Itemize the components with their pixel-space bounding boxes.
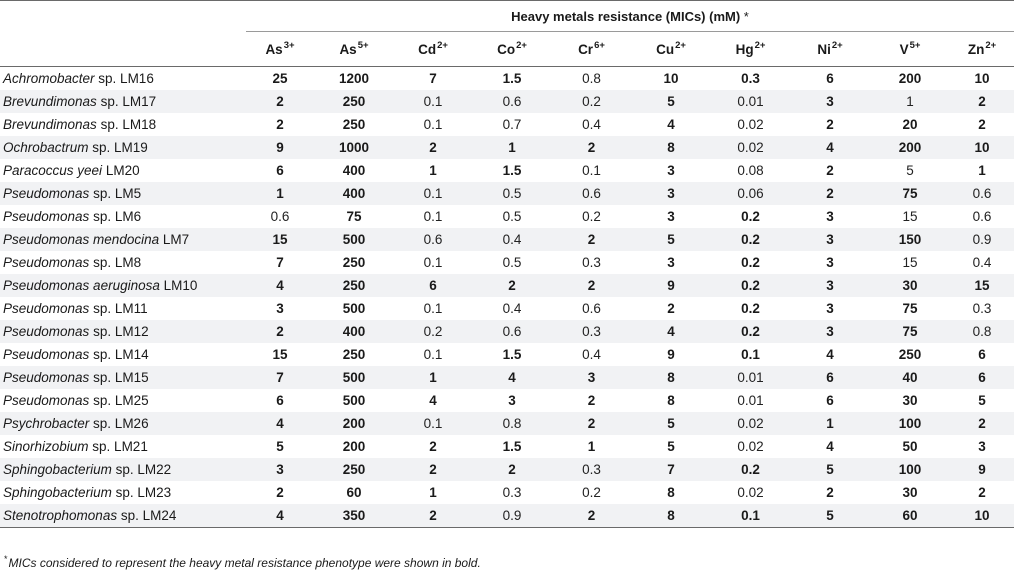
strain-name: Pseudomonas sp. LM14 (3, 347, 149, 362)
mic-value: 4 (246, 504, 314, 528)
mic-value: 9 (667, 347, 675, 362)
mic-value: 1.5 (502, 71, 522, 86)
table-row (0, 320, 1014, 343)
mic-value: 0.2 (741, 255, 760, 270)
mic-value: 0.2 (552, 90, 631, 113)
mic-value: 3 (790, 90, 870, 113)
mic-value: 0.6 (552, 182, 631, 205)
mic-value: 60 (346, 485, 362, 500)
table-row (0, 159, 1014, 182)
mic-value: 0.8 (582, 71, 601, 86)
mic-value: 3 (508, 393, 516, 408)
column-header-cr-6plus: $Cr^{6+}$ (552, 32, 631, 67)
mic-value: 7 (631, 458, 711, 481)
mic-value: 3 (790, 228, 870, 251)
mic-value: 9 (631, 274, 711, 297)
mic-value: 2 (246, 90, 314, 113)
mic-value: 3 (631, 182, 711, 205)
mic-value: 3 (246, 458, 314, 481)
mic-value: 3 (826, 301, 834, 316)
mic-value: 0.9 (950, 228, 1014, 251)
mic-value: 2 (394, 458, 472, 481)
mic-value: 2 (552, 274, 631, 297)
mic-value: 0.4 (582, 347, 601, 362)
strain-name: Pseudomonas sp. LM6 (3, 209, 142, 224)
table-row (0, 67, 1014, 91)
mic-value: 10 (663, 71, 679, 86)
mic-value: 15 (902, 255, 918, 270)
mic-value: 0.6 (270, 209, 290, 224)
mic-value: 3 (667, 209, 675, 224)
mic-value: 4 (429, 393, 437, 408)
mic-value: 30 (902, 485, 918, 500)
mic-value: 0.3 (582, 255, 601, 270)
mic-value: 2 (950, 412, 1014, 435)
mic-value: 0.5 (502, 255, 522, 270)
table-row (0, 412, 1014, 435)
mic-value: 5 (790, 458, 870, 481)
mic-value: 0.2 (711, 274, 790, 297)
mic-value: 9 (246, 136, 314, 159)
table-row (0, 297, 1014, 320)
mic-value: 2 (394, 136, 472, 159)
table-row (0, 366, 1014, 389)
mic-value: 1 (472, 136, 552, 159)
table-row (0, 205, 1014, 228)
mic-value: 0.4 (972, 255, 992, 270)
table-footnote: *MICs considered to represent the heavy metal resistance phenotype were shown in bold. (4, 554, 481, 570)
mic-value: 200 (342, 439, 366, 454)
mic-value: 15 (246, 228, 314, 251)
mic-value: 0.7 (502, 117, 522, 132)
table-row (0, 90, 1014, 113)
mic-value: 0.6 (582, 301, 601, 316)
mic-value: 0.6 (950, 182, 1014, 205)
mic-value: 40 (870, 366, 950, 389)
mic-value: 250 (898, 347, 922, 362)
mic-value: 0.4 (582, 117, 601, 132)
mic-value: 0.02 (711, 136, 790, 159)
mic-value: 250 (342, 255, 366, 270)
table-row (0, 343, 1014, 366)
mic-value: 10 (974, 71, 990, 86)
mic-value: 0.3 (502, 485, 522, 500)
strain-name: Pseudomonas sp. LM15 (0, 366, 246, 389)
mic-value: 0.1 (711, 504, 790, 528)
strain-name: Paracoccus yeei LM20 (3, 163, 140, 178)
strain-name: Psychrobacter sp. LM26 (0, 412, 246, 435)
mic-value: 200 (314, 412, 394, 435)
mic-value: 0.8 (472, 412, 552, 435)
table-row (0, 481, 1014, 504)
mic-value: 0.3 (741, 71, 760, 86)
mic-value: 5 (631, 412, 711, 435)
mic-value: 0.06 (711, 182, 790, 205)
mic-value: 0.4 (472, 228, 552, 251)
mic-value: 0.6 (472, 90, 552, 113)
mic-value: 0.1 (423, 347, 443, 362)
mic-value: 0.1 (423, 301, 443, 316)
mic-value: 3 (978, 439, 986, 454)
table-row (0, 136, 1014, 159)
mic-value: 0.1 (394, 412, 472, 435)
table-row (0, 228, 1014, 251)
mic-value: 150 (870, 228, 950, 251)
strain-name: Pseudomonas sp. LM25 (3, 393, 149, 408)
mic-value: 0.2 (741, 301, 760, 316)
column-header-as-5plus: $As^{5+}$ (314, 32, 394, 67)
table-row (0, 274, 1014, 297)
mic-value: 6 (790, 366, 870, 389)
strain-name: Sphingobacterium sp. LM23 (3, 485, 172, 500)
mic-value: 1 (429, 163, 437, 178)
mic-value: 0.02 (737, 439, 764, 454)
mic-value: 0.2 (711, 320, 790, 343)
mic-value: 3 (552, 366, 631, 389)
mic-value: 8 (631, 504, 711, 528)
mic-value: 0.01 (737, 393, 764, 408)
mic-value: 0.2 (711, 458, 790, 481)
mic-value: 1 (429, 485, 437, 500)
strain-name: Brevundimonas sp. LM17 (0, 90, 246, 113)
mic-value: 200 (870, 136, 950, 159)
mic-value: 0.2 (394, 320, 472, 343)
mic-value: 5 (631, 90, 711, 113)
mic-value: 15 (902, 209, 918, 224)
mic-value: 1 (587, 439, 596, 454)
mic-value: 2 (826, 485, 834, 500)
group-title: Heavy metals resistance (MICs) (mM) * (246, 1, 1014, 32)
mic-value: 7 (246, 366, 314, 389)
mic-value: 0.5 (502, 209, 522, 224)
mic-value: 0.9 (472, 504, 552, 528)
table-row (0, 458, 1014, 481)
table-row (0, 389, 1014, 412)
mic-value: 75 (870, 182, 950, 205)
header-row-group (0, 1, 1014, 32)
strain-name: Pseudomonas sp. LM12 (0, 320, 246, 343)
mic-value: 400 (314, 320, 394, 343)
mic-value: 4 (631, 320, 711, 343)
mic-value: 1 (790, 412, 870, 435)
column-header-hg-2plus: $Hg^{2+}$ (711, 32, 790, 67)
mic-value: 250 (342, 347, 366, 362)
mic-value: 4 (246, 412, 314, 435)
mic-value: 30 (870, 274, 950, 297)
strain-name: Pseudomonas sp. LM8 (3, 255, 142, 270)
mic-value: 200 (898, 71, 922, 86)
mic-value: 0.2 (741, 209, 760, 224)
mic-value: 0.1 (423, 209, 443, 224)
mic-value: 2 (276, 117, 284, 132)
header-row-columns (0, 32, 1014, 67)
mic-value: 5 (667, 439, 675, 454)
mic-value: 0.6 (972, 209, 992, 224)
mic-value: 500 (342, 301, 366, 316)
mic-value: 20 (902, 117, 918, 132)
column-header-co-2plus: $Co^{2+}$ (472, 32, 552, 67)
mic-value: 6 (826, 71, 834, 86)
mic-value: 4 (790, 136, 870, 159)
mic-value: 75 (870, 320, 950, 343)
mic-value: 350 (314, 504, 394, 528)
mic-value: 2 (552, 228, 631, 251)
mic-value: 60 (870, 504, 950, 528)
mic-value: 1 (394, 366, 472, 389)
mic-value: 500 (342, 393, 366, 408)
mic-value: 4 (472, 366, 552, 389)
mic-value: 0.1 (394, 90, 472, 113)
mic-value: 1 (870, 90, 950, 113)
strain-name: Ochrobactrum sp. LM19 (0, 136, 246, 159)
mic-value: 0.2 (582, 209, 601, 224)
mic-value: 8 (631, 366, 711, 389)
mic-value: 0.6 (394, 228, 472, 251)
mic-value: 75 (346, 209, 362, 224)
mic-value: 500 (314, 228, 394, 251)
mic-value: 5 (978, 393, 986, 408)
mic-value: 0.6 (472, 320, 552, 343)
mic-value: 400 (314, 182, 394, 205)
strain-name: Pseudomonas sp. LM11 (3, 301, 148, 316)
mic-value: 0.1 (741, 347, 760, 362)
mic-value: 2 (667, 301, 675, 316)
mic-value: 5 (276, 439, 284, 454)
mic-value: 1.5 (502, 163, 522, 178)
mic-value: 2 (246, 320, 314, 343)
mic-value: 3 (667, 255, 675, 270)
strain-name: Pseudomonas aeruginosa LM10 (0, 274, 246, 297)
mic-value: 1.5 (502, 439, 522, 454)
table-row (0, 504, 1014, 528)
mic-value: 1000 (314, 136, 394, 159)
mic-value: 3 (276, 301, 284, 316)
mic-value: 1.5 (502, 347, 522, 362)
mic-value: 0.4 (502, 301, 522, 316)
mic-value: 2 (978, 485, 986, 500)
mic-value: 2 (587, 393, 596, 408)
mic-value: 2 (950, 90, 1014, 113)
mic-value: 400 (342, 163, 366, 178)
mic-value: 2 (552, 412, 631, 435)
column-header-v-5plus: $V^{5+}$ (870, 32, 950, 67)
mic-value: 3 (667, 163, 675, 178)
mic-value: 15 (950, 274, 1014, 297)
mic-value: 4 (246, 274, 314, 297)
mic-value: 4 (667, 117, 675, 132)
strain-name: Pseudomonas sp. LM5 (0, 182, 246, 205)
mic-value: 3 (790, 320, 870, 343)
mic-value: 4 (826, 347, 834, 362)
mic-value: 0.02 (737, 485, 764, 500)
mic-value: 500 (314, 366, 394, 389)
mic-value: 6 (978, 347, 986, 362)
mic-value: 2 (826, 163, 834, 178)
mic-value: 25 (272, 71, 288, 86)
mic-value: 7 (429, 71, 437, 86)
table-row (0, 251, 1014, 274)
mic-value: 3 (826, 255, 834, 270)
mic-value: 2 (552, 504, 631, 528)
mic-value: 5 (790, 504, 870, 528)
table-row (0, 182, 1014, 205)
mic-value: 2 (472, 274, 552, 297)
mic-value: 4 (826, 439, 834, 454)
mic-value: 8 (631, 136, 711, 159)
mic-value: 0.1 (423, 255, 443, 270)
mic-value: 0.1 (582, 163, 601, 178)
mic-value: 10 (950, 136, 1014, 159)
mic-value: 100 (870, 458, 950, 481)
mic-value: 2 (429, 439, 437, 454)
mic-value: 0.1 (394, 182, 472, 205)
mic-value: 0.1 (423, 117, 443, 132)
mic-value: 0.3 (972, 301, 992, 316)
footnote-marker: * (743, 8, 749, 24)
strain-name: Pseudomonas mendocina LM7 (0, 228, 246, 251)
mic-value: 0.5 (472, 182, 552, 205)
strain-name: Sphingobacterium sp. LM22 (0, 458, 246, 481)
strain-name: Brevundimonas sp. LM18 (3, 117, 157, 132)
mic-value: 2 (552, 136, 631, 159)
mic-value: 100 (870, 412, 950, 435)
mic-value: 2 (978, 117, 986, 132)
mic-value: 2 (276, 485, 284, 500)
mic-value: 6 (950, 366, 1014, 389)
mic-value: 0.2 (711, 228, 790, 251)
mic-value: 10 (950, 504, 1014, 528)
mic-value: 0.8 (950, 320, 1014, 343)
mic-value: 50 (902, 439, 918, 454)
column-header-ni-2plus: $Ni^{2+}$ (790, 32, 870, 67)
strain-name: Stenotrophomonas sp. LM24 (0, 504, 246, 528)
mic-value: 9 (950, 458, 1014, 481)
mic-value: 6 (276, 163, 284, 178)
mic-value: 5 (631, 228, 711, 251)
mic-value: 0.02 (711, 412, 790, 435)
column-header-zn-2plus: $Zn^{2+}$ (950, 32, 1014, 67)
mic-value: 30 (902, 393, 918, 408)
mic-value: 0.3 (552, 458, 631, 481)
column-header-as-3plus: $As^{3+}$ (246, 32, 314, 67)
table-body (0, 67, 1014, 528)
mic-value: 15 (272, 347, 288, 362)
mic-value: 2 (826, 117, 834, 132)
mic-value: 250 (314, 90, 394, 113)
mic-value: 250 (314, 274, 394, 297)
mic-value: 1 (246, 182, 314, 205)
mic-value: 0.01 (711, 366, 790, 389)
mic-value: 0.02 (737, 117, 764, 132)
mic-value: 2 (472, 458, 552, 481)
mic-value: 2 (790, 182, 870, 205)
mic-value: 3 (790, 274, 870, 297)
mic-value: 1200 (338, 71, 370, 86)
mic-value: 0.3 (552, 320, 631, 343)
mic-value: 5 (906, 163, 914, 178)
table-row (0, 435, 1014, 458)
mic-value: 0.08 (737, 163, 764, 178)
mic-value: 8 (667, 393, 675, 408)
mic-value: 250 (342, 117, 366, 132)
mic-value: 0.01 (711, 90, 790, 113)
mic-value: 8 (667, 485, 675, 500)
mic-value: 0.2 (582, 485, 601, 500)
column-header-cd-2plus: $Cd^{2+}$ (394, 32, 472, 67)
mic-value: 75 (902, 301, 918, 316)
mic-value: 6 (276, 393, 284, 408)
mic-value: 250 (314, 458, 394, 481)
mic-value: 6 (826, 393, 834, 408)
mic-value: 6 (394, 274, 472, 297)
table-row (0, 113, 1014, 136)
strain-name: Achromobacter sp. LM16 (3, 71, 154, 86)
mic-value: 1 (978, 163, 986, 178)
strain-name: Sinorhizobium sp. LM21 (3, 439, 148, 454)
mic-value: 2 (394, 504, 472, 528)
mic-value: 7 (276, 255, 284, 270)
column-header-cu-2plus: $Cu^{2+}$ (631, 32, 711, 67)
mic-value: 3 (826, 209, 834, 224)
